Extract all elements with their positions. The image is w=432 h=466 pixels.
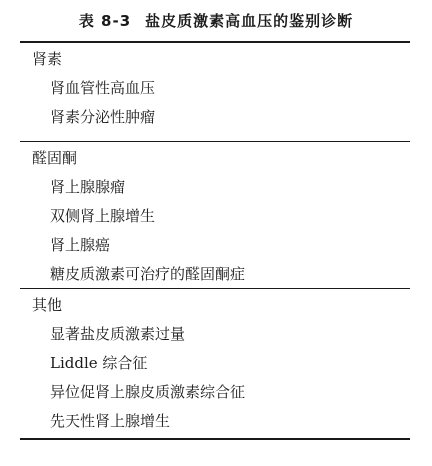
top-rule (20, 41, 410, 43)
list-item: 异位促肾上腺皮质激素综合征 (50, 383, 246, 401)
list-item: 双侧肾上腺增生 (50, 207, 156, 225)
list-item: 肾素分泌性肿瘤 (50, 108, 156, 126)
list-item: 肾血管性高血压 (50, 79, 156, 97)
category-label: 肾素 (32, 50, 63, 68)
table-caption (0, 10, 432, 31)
bottom-rule (20, 438, 410, 440)
section-divider (20, 288, 410, 289)
category-label: 其他 (32, 296, 63, 314)
section-divider (20, 141, 410, 142)
section-other (20, 290, 410, 436)
list-item: 肾上腺腺瘤 (50, 178, 126, 196)
list-item: 先天性肾上腺增生 (50, 412, 171, 430)
list-item: 糖皮质激素可治疗的醛固酮症 (50, 265, 246, 283)
list-item: Liddle 综合征 (50, 354, 148, 372)
section-aldosterone (20, 143, 410, 289)
table-number: 表 8-3 (78, 12, 132, 30)
table-title: 盐皮质激素高血压的鉴别诊断 (145, 12, 354, 30)
list-item: 显著盐皮质激素过量 (50, 325, 186, 343)
category-label: 醛固酮 (32, 149, 78, 167)
section-renin (20, 44, 410, 132)
list-item: 肾上腺癌 (50, 236, 111, 254)
